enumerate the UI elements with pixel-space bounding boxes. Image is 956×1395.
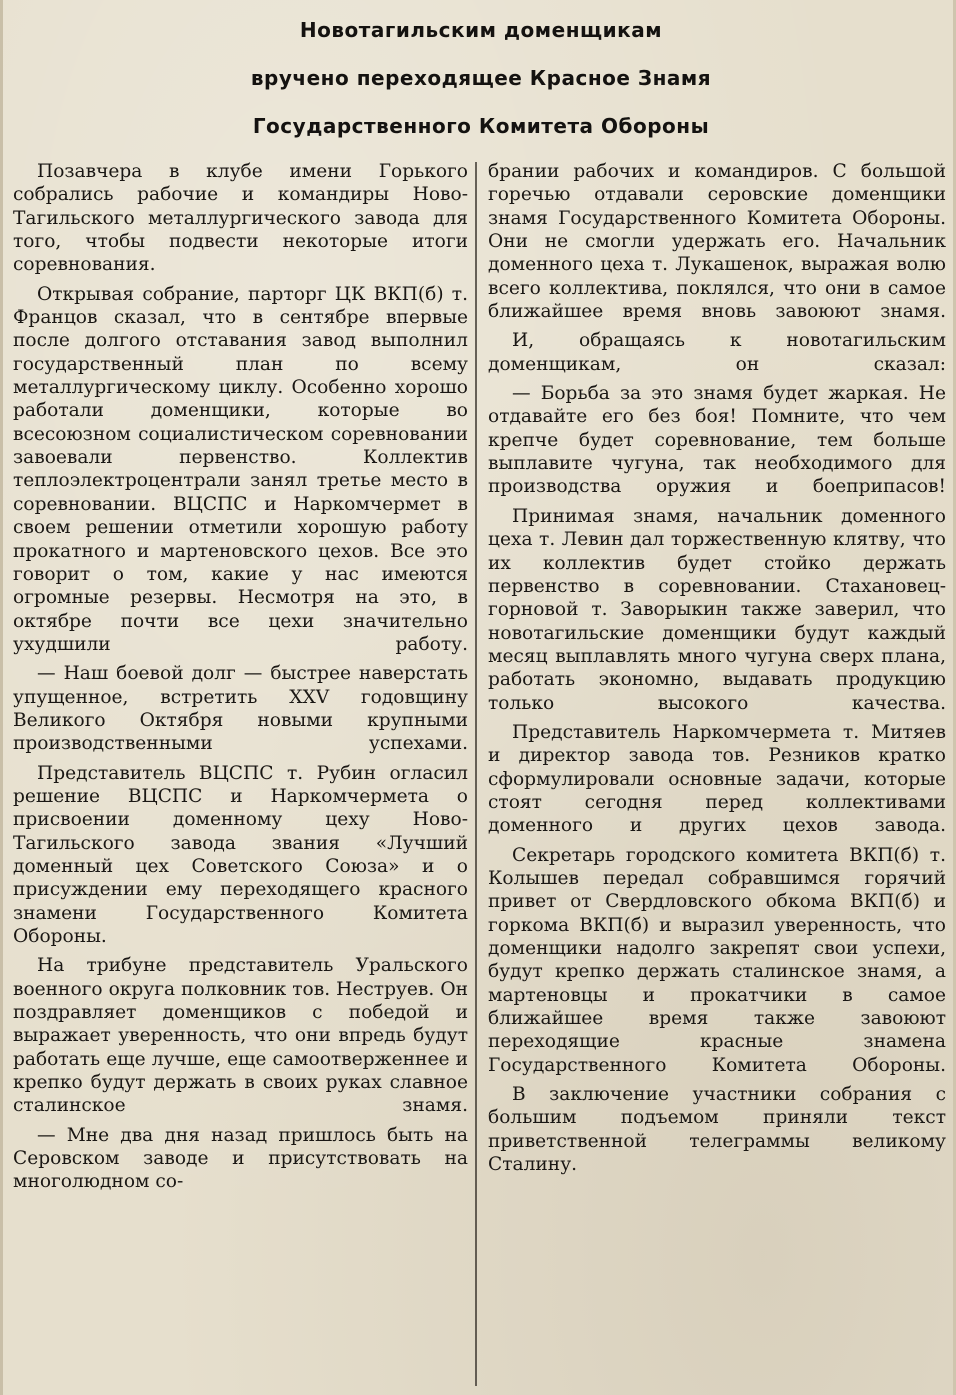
article-column-right	[488, 160, 946, 1388]
paragraph: Открывая собрание, парторг ЦК ВКП(б) т. Францов сказал, что в сентябре впервые после долгого отставания завод выполнил государственный план по всему металлургическому циклу. Особенно хорошо работали доменщики, которые во всесоюзном социалистическом соревновании завоевали первенство. Коллектив теплоэлектроцентрали занял третье место в соревновании. ВЦСПС и Наркомчермет в своем решении отметили хорошую работу прокатного и мартеновского цехов. Все это говорит о том, какие у нас имеются огромные резервы. Несмотря на это, в октябре почти все цехи значительно ухудшили работу.	[13, 283, 468, 655]
paragraph: Принимая знамя, начальник доменного цеха т. Левин дал торжественную клятву, что их коллектив будет стойко держать первенство в соревновании. Стахановец-горновой т. Заворыкин также заверил, что новотагильские доменщики будут каждый месяц выплавлять много чугуна сверх плана, работать экономно, выдавать продукцию только высокого качества.	[488, 505, 946, 714]
paragraph: — Борьба за это знамя будет жаркая. Не отдавайте его без боя! Помните, что чем крепче будет соревнование, тем больше выплавите чугуна, так необходимого для производства оружия и боеприпасов!	[488, 383, 946, 498]
paragraph: — Мне два дня назад пришлось быть на Серовском заводе и присутствовать на многолюдном со-	[13, 1124, 468, 1193]
paragraph: брании рабочих и командиров. С большой горечью отдавали серовские доменщики знамя Государственного Комитета Обороны. Они не смогли удержать его. Начальник доменного цеха т. Лукашенок, выражая волю всего коллектива, поклялся, что они в самое ближайшее время вновь завоюют знамя.	[488, 161, 946, 323]
paragraph: — Наш боевой долг — быстрее наверстать упущенное, встретить XXV годовщину Великого Октября новыми крупными производственными успехами.	[13, 663, 468, 755]
paragraph: Представитель ВЦСПС т. Рубин огласил решение ВЦСПС и Наркомчермета о присвоении доменному цеху Ново-Тагильского завода звания «Лучший доменный цех Советского Союза» и о присуждении ему переходящего красного знамени Государственного Комитета Обороны.	[13, 762, 468, 947]
paragraph: На трибуне представитель Уральского военного округа полковник тов. Неструев. Он поздравляет доменщиков с победой и выражает уверенность, что они впредь будут работать еще лучше, еще самоотверженнее и крепко будут держать в своих руках славное сталинское знамя.	[13, 955, 468, 1117]
paragraph: Представитель Наркомчермета т. Митяев и директор завода тов. Резников кратко сформулировали основные задачи, которые стоят сегодня перед коллективами доменного и других цехов завода.	[488, 721, 946, 837]
headline-line: вручено переходящее Красное Знамя	[250, 66, 712, 90]
headline-line: Государственного Комитета Обороны	[252, 114, 710, 138]
headline-line: Новотагильским доменщикам	[299, 18, 663, 42]
column-divider	[475, 162, 477, 1386]
article-headline	[3, 6, 956, 150]
paragraph: Позавчера в клубе имени Горького собрались рабочие и командиры Ново-Тагильского металлургического завода для того, чтобы подвести некоторые итоги соревнования.	[13, 161, 468, 276]
paragraph: В заключение участники собрания с большим подъемом приняли текст приветственной телеграммы великому Сталину.	[488, 1084, 946, 1176]
paragraph: Секретарь городского комитета ВКП(б) т. Колышев передал собравшимся горячий привет от Свердловского обкома ВКП(б) и горкома ВКП(б) и выразил уверенность, что доменщики надолго закрепят свои успехи, будут крепко держать сталинское знамя, а мартеновцы и прокатчики в самое ближайшее время также завоюют переходящие красные знамена Государственного Комитета Обороны.	[488, 844, 946, 1076]
article-column-left	[13, 160, 468, 1388]
paragraph: И, обращаясь к новотагильским доменщикам, он сказал:	[488, 330, 946, 375]
